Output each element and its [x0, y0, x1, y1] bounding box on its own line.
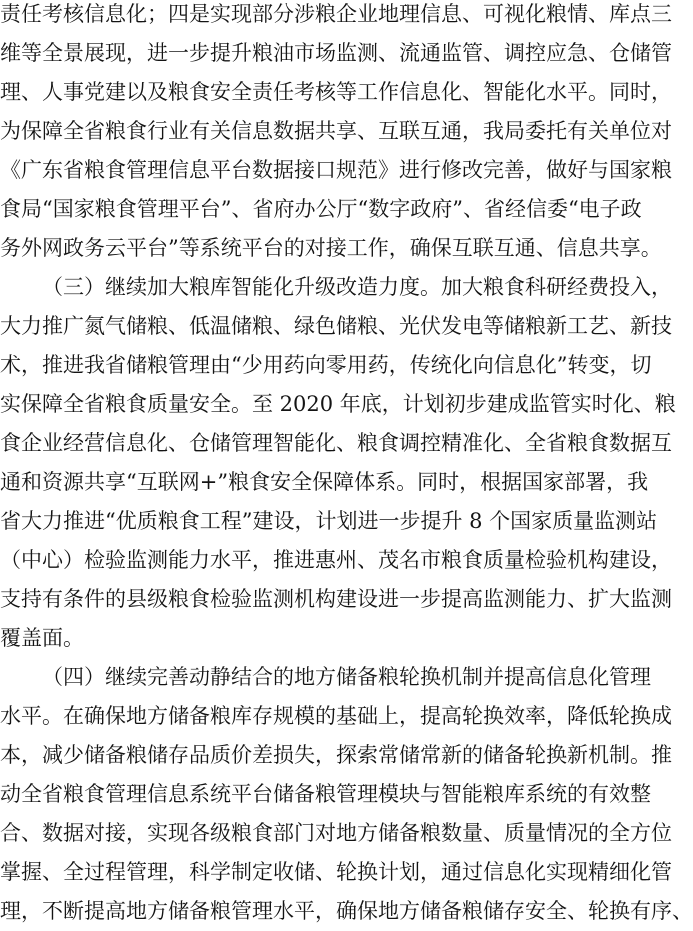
text-line: 实保障全省粮食质量安全。至 2020 年底，计划初步建成监管实时化、粮 [0, 392, 676, 416]
section-heading-line: （四）继续完善动静结合的地方储备粮轮换机制并提高信息化管理 [42, 665, 651, 689]
text-line: 食局“国家粮食管理平台”、省府办公厅“数字政府”、省经信委“电子政 [0, 197, 642, 221]
text-line: 维等全景展现，进一步提升粮油市场监测、流通监管、调控应急、仓储管 [0, 41, 672, 65]
text-line: 食企业经营信息化、仓储管理智能化、粮食调控精准化、全省粮食数据互 [0, 431, 672, 455]
text-line: 《广东省粮食管理信息平台数据接口规范》进行修改完善，做好与国家粮 [0, 158, 672, 182]
text-line: 省大力推进“优质粮食工程”建设，计划进一步提升 8 个国家质量监测站 [0, 509, 658, 533]
text-line: 掌握、全过程管理，科学制定收储、轮换计划，通过信息化实现精细化管 [0, 860, 672, 884]
text-line: 务外网政务云平台”等系统平台的对接工作，确保互联互通、信息共享。 [0, 236, 662, 260]
text-line: 支持有条件的县级粮食检验监测机构建设进一步提高监测能力、扩大监测 [0, 587, 672, 611]
text-line: 大力推广氮气储粮、低温储粮、绿色储粮、光伏发电等储粮新工艺、新技 [0, 314, 672, 338]
text-line: 合、数据对接，实现各级粮食部门对地方储备粮数量、质量情况的全方位 [0, 821, 672, 845]
text-line: 通和资源共享“互联网+”粮食安全保障体系。同时，根据国家部署，我 [0, 470, 649, 494]
text-line: （中心）检验监测能力水平，推进惠州、茂名市粮食质量检验机构建设， [0, 548, 672, 572]
text-line: 动全省粮食管理信息系统平台储备粮管理模块与智能粮库系统的有效整 [0, 782, 651, 806]
text-line: 为保障全省粮食行业有关信息数据共享、互联互通，我局委托有关单位对 [0, 119, 672, 143]
section-heading-line: （三）继续加大粮库智能化升级改造力度。加大粮食科研经费投入， [42, 275, 672, 299]
text-line: 术，推进我省储粮管理由“少用药向零用药，传统化向信息化”转变，切 [0, 353, 652, 377]
text-line: 责任考核信息化；四是实现部分涉粮企业地理信息、可视化粮情、库点三 [0, 2, 672, 26]
text-line: 本，减少储备粮储存品质价差损失，探索常储常新的储备轮换新机制。推 [0, 743, 672, 767]
text-line: 水平。在确保地方储备粮库存规模的基础上，提高轮换效率，降低轮换成 [0, 704, 672, 728]
text-line: 覆盖面。 [0, 626, 84, 650]
text-line: 理，不断提高地方储备粮管理水平，确保地方储备粮储存安全、轮换有序、 [0, 899, 693, 923]
text-line: 理、人事党建以及粮食安全责任考核等工作信息化、智能化水平。同时， [0, 80, 672, 104]
